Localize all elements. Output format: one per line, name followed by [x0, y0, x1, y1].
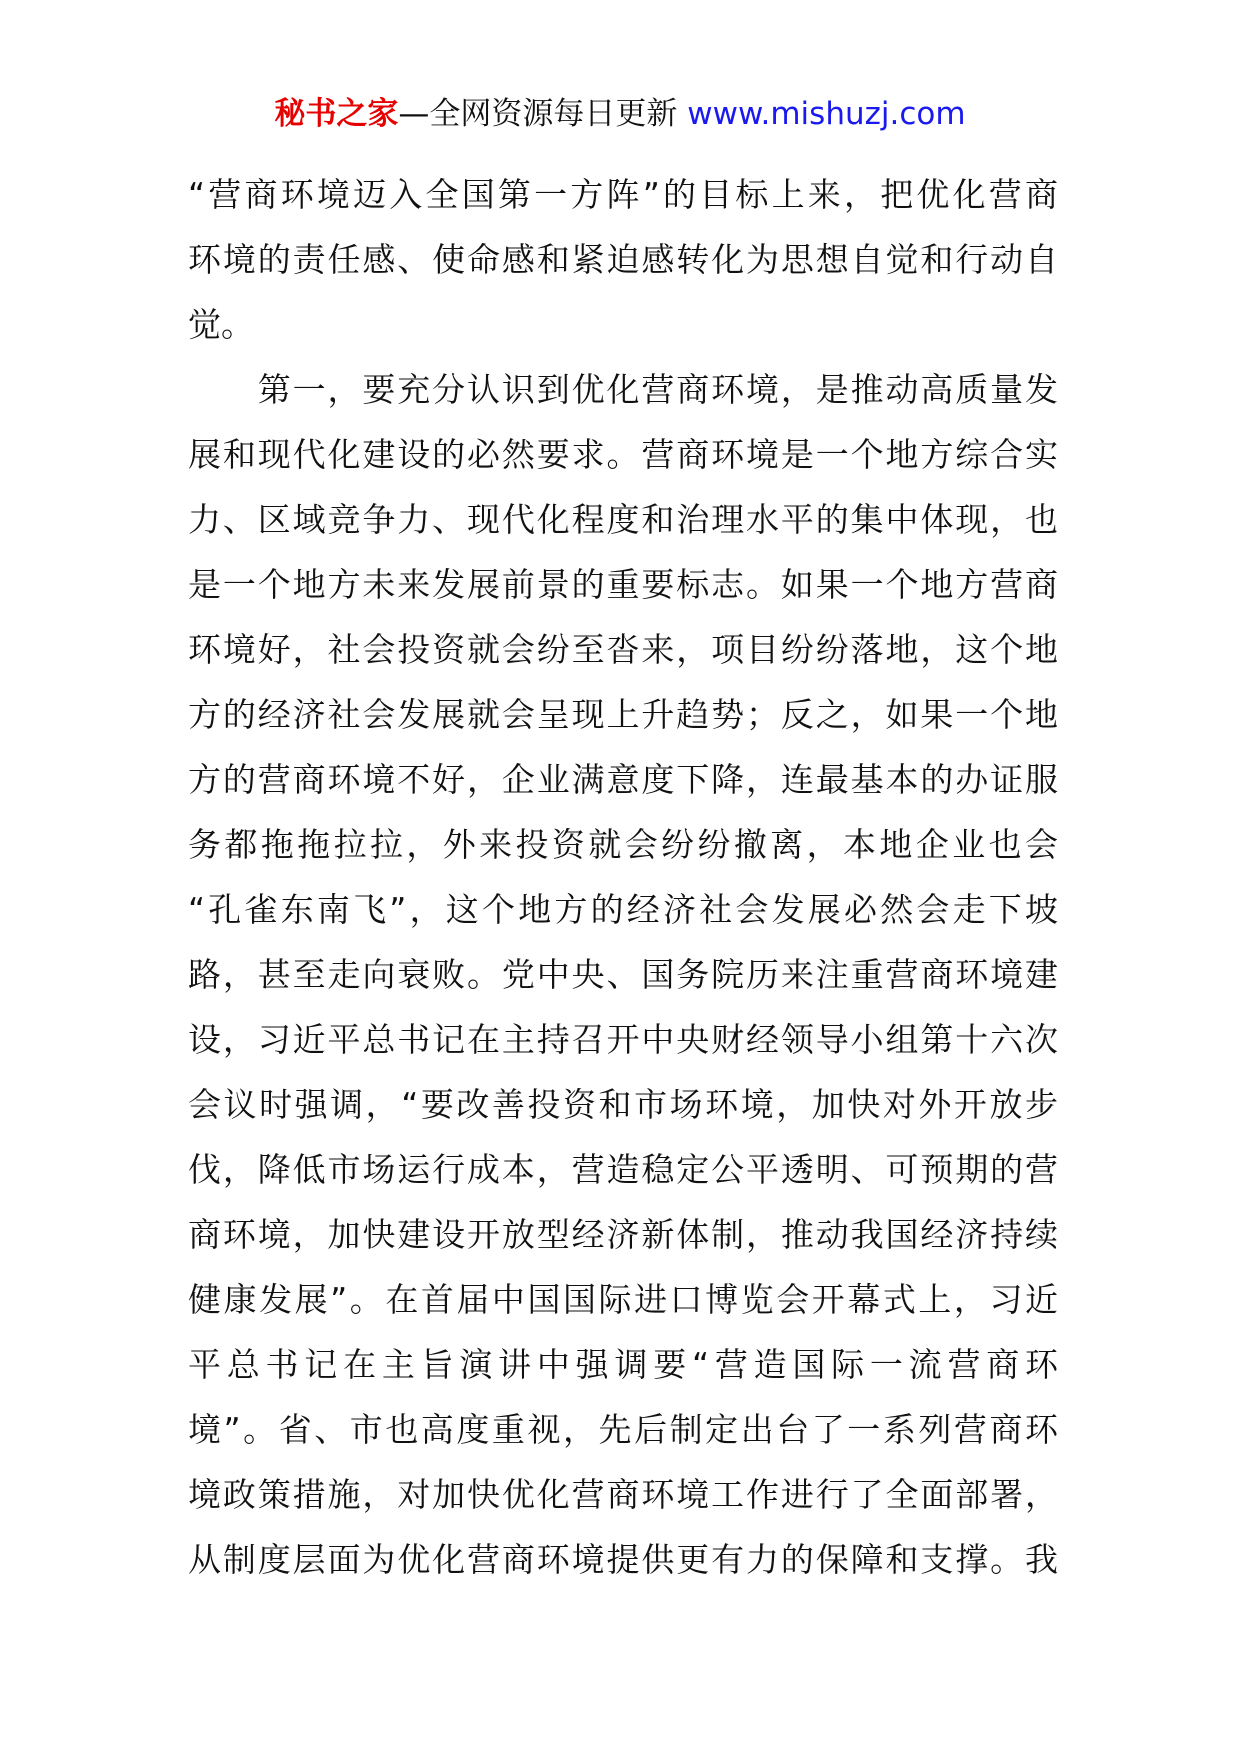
text-line: 从制度层面为优化营商环境提供更有力的保障和支撑。我	[188, 1540, 1058, 1579]
text-line: 方的营商环境不好，企业满意度下降，连最基本的办证服	[188, 760, 1058, 799]
text-line: 会议时强调，“要改善投资和市场环境，加快对外开放步	[188, 1085, 1058, 1124]
text-line: 务都拖拖拉拉，外来投资就会纷纷撤离，本地企业也会	[188, 825, 1058, 864]
text-line: 路，甚至走向衰败。党中央、国务院历来注重营商环境建	[188, 955, 1058, 994]
text-line: 觉。	[188, 305, 254, 344]
text-line: 展和现代化建设的必然要求。营商环境是一个地方综合实	[188, 435, 1058, 474]
text-line: 环境的责任感、使命感和紧迫感转化为思想自觉和行动自	[188, 240, 1058, 279]
text-line: “营商环境迈入全国第一方阵”的目标上来，把优化营商	[188, 175, 1058, 214]
document-body	[188, 162, 1058, 1592]
text-line: 商环境，加快建设开放型经济新体制，推动我国经济持续	[188, 1215, 1058, 1254]
site-brand: 秘书之家	[274, 96, 399, 132]
text-line: “孔雀东南飞”，这个地方的经济社会发展必然会走下坡	[188, 890, 1058, 929]
text-line: 设，习近平总书记在主持召开中央财经领导小组第十六次	[188, 1020, 1058, 1059]
text-line: 平总书记在主旨演讲中强调要“营造国际一流营商环	[188, 1345, 1058, 1384]
text-line: 境”。省、市也高度重视，先后制定出台了一系列营商环	[188, 1410, 1058, 1449]
text-line: 环境好，社会投资就会纷至沓来，项目纷纷落地，这个地	[188, 630, 1058, 669]
text-line: 境政策措施，对加快优化营商环境工作进行了全面部署，	[188, 1475, 1058, 1514]
text-line: 力、区域竞争力、现代化程度和治理水平的集中体现，也	[188, 500, 1058, 539]
text-line: 方的经济社会发展就会呈现上升趋势；反之，如果一个地	[188, 695, 1058, 734]
text-line: 健康发展”。在首届中国国际进口博览会开幕式上，习近	[188, 1280, 1058, 1319]
text-line: 第一，要充分认识到优化营商环境，是推动高质量发	[188, 370, 1058, 409]
site-url-link[interactable]: www.mishuzj.com	[687, 96, 966, 132]
text-line: 伐，降低市场运行成本，营造稳定公平透明、可预期的营	[188, 1150, 1058, 1189]
page-header	[0, 93, 1240, 135]
text-line: 是一个地方未来发展前景的重要标志。如果一个地方营商	[188, 565, 1058, 604]
site-slogan: —全网资源每日更新	[398, 96, 688, 132]
